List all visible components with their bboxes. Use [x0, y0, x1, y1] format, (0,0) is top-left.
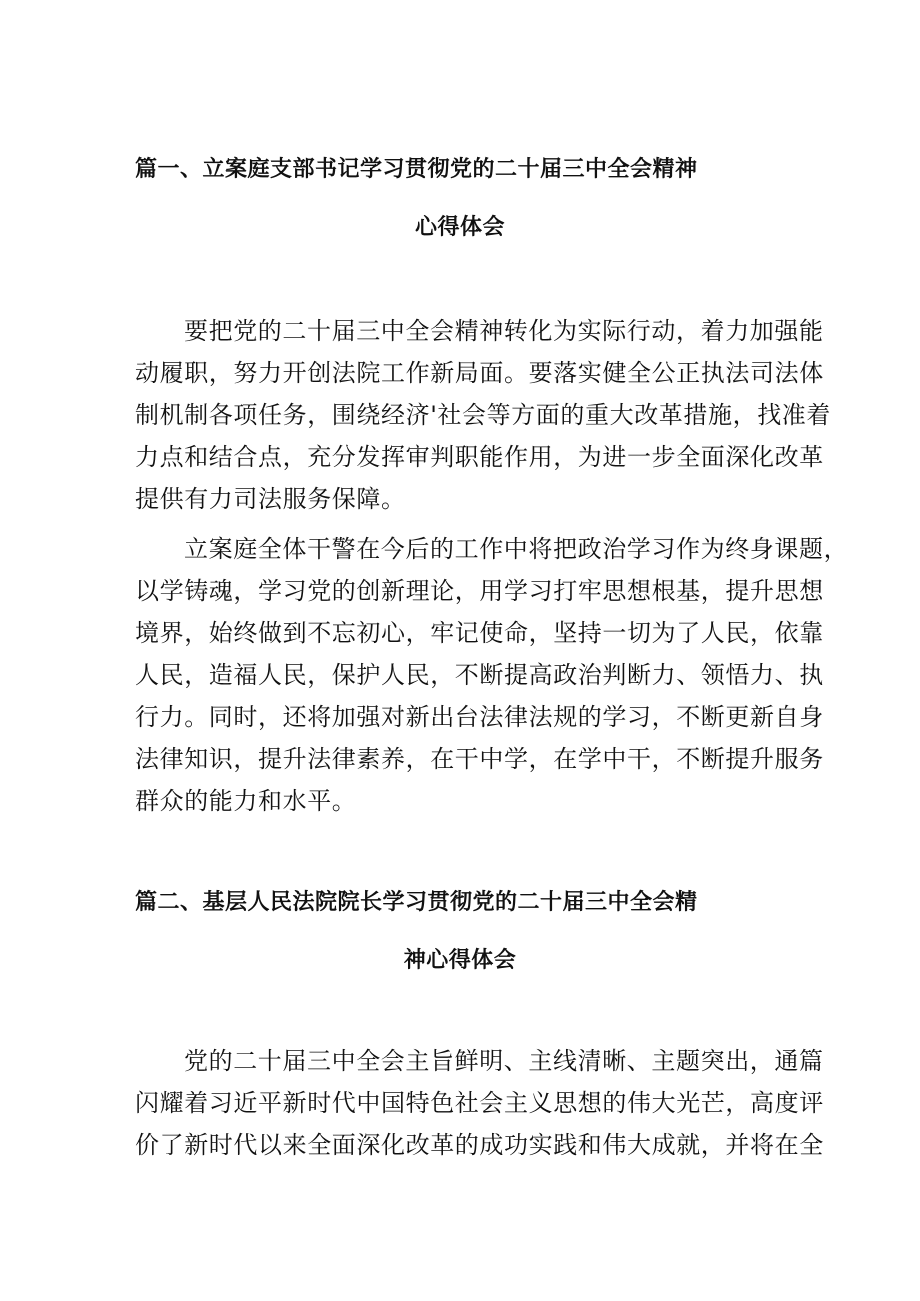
text-line: 以学铸魂，学习党的创新理论，用学习打牢思想根基，提升思想 [135, 577, 824, 605]
text-line: 价了新时代以来全面深化改革的成功实践和伟大成就，并将在全 [135, 1131, 824, 1159]
text-line: 人民，造福人民，保护人民，不断提高政治判断力、领悟力、执 [135, 661, 824, 689]
text-line: 动履职，努力开创法院工作新局面。要落实健全公正执法司法体 [135, 359, 824, 387]
text-line: 提供有力司法服务保障。 [135, 485, 406, 513]
section2-title-line2: 神心得体会 [403, 948, 517, 973]
text-line: 行力。同时，还将加强对新出台法律法规的学习，不断更新自身 [135, 703, 824, 731]
text-line: 制机制各项任务，围绕经济'社会等方面的重大改革措施，找准着 [135, 401, 831, 429]
text-line: 闪耀着习近平新时代中国特色社会主义思想的伟大光芒，高度评 [135, 1089, 824, 1117]
text-line: 立案庭全体干警在今后的工作中将把政治学习作为终身课题， [184, 535, 849, 563]
text-line: 党的二十届三中全会主旨鲜明、主线清晰、主题突出，通篇 [184, 1047, 824, 1075]
text-line: 要把党的二十届三中全会精神转化为实际行动，着力加强能 [184, 317, 824, 345]
section2-title-line1: 篇二、基层人民法院院长学习贯彻党的二十届三中全会精 [135, 890, 698, 915]
text-line: 境界，始终做到不忘初心，牢记使命，坚持一切为了人民，依靠 [135, 619, 824, 647]
section1-title-line2: 心得体会 [414, 215, 505, 240]
text-line: 群众的能力和水平。 [135, 787, 357, 815]
section1-title-line1: 篇一、立案庭支部书记学习贯彻党的二十届三中全会精神 [135, 157, 698, 182]
text-line: 法律知识，提升法律素养，在干中学，在学中干，不断提升服务 [135, 745, 824, 773]
text-line: 力点和结合点，充分发挥审判职能作用，为进一步全面深化改革 [135, 443, 824, 471]
